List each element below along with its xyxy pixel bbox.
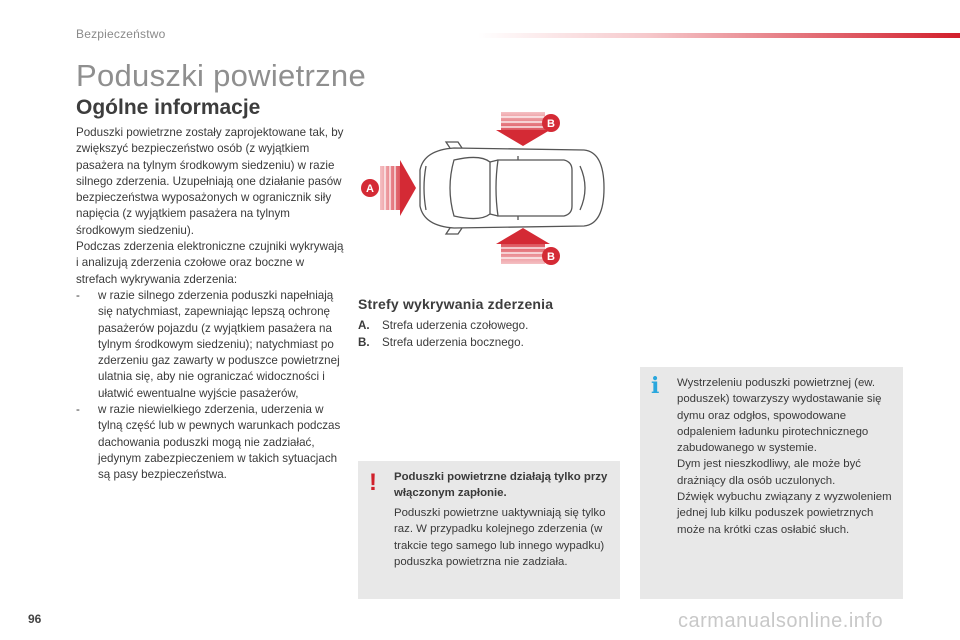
zone-text: Strefa uderzenia bocznego. — [382, 336, 524, 349]
bullet-item — [76, 402, 344, 483]
label-b-bottom: B — [547, 251, 555, 263]
info-icon: i — [651, 373, 660, 399]
label-b-bottom-badge — [542, 247, 560, 265]
label-b-top: B — [547, 118, 555, 130]
zone-key: B. — [358, 336, 370, 349]
side-impact-arrow-bottom — [496, 228, 550, 264]
exclamation-icon: ! — [369, 469, 377, 496]
section-label: Bezpieczeństwo — [76, 27, 166, 41]
label-a: A — [366, 183, 374, 195]
zone-text: Strefa uderzenia czołowego. — [382, 319, 529, 332]
bullet-text: w razie niewielkiego zderzenia, uderzenia w tylną część lub w pewnych warunkach podczas dachowania poduszki mogą nie zadziałać, jedynym zabezpieczeniem w takich sytuacjach są pasy bezpieczeństwa. — [98, 403, 341, 482]
car-collision-zones-diagram — [358, 108, 606, 276]
header-accent-bar — [478, 33, 960, 38]
side-impact-arrow-top — [496, 112, 550, 146]
intro-paragraph-1: Poduszki powietrzne zostały zaprojektowane tak, by zwiększyć bezpieczeństwo osób (z wyjątkiem pasażera na tylnym środkowym siedzeniu) w razie silnego zderzenia. Uzupełniają one działanie pasów bezpieczeństwa wyposażonych w ogranicznik siły napięcia (z wyjątkiem pasażera na tylnym środkowym siedzeniu). — [76, 126, 344, 237]
zone-key: A. — [358, 319, 370, 332]
watermark: carmanualsonline.info — [678, 610, 884, 632]
bullet-item — [76, 288, 344, 402]
warning-body: Poduszki powietrzne uaktywniają się tylko raz. W przypadku kolejnego zderzenia (w trakcie tego samego lub innego wypadku) poduszka powietrzna nie zadziała. — [394, 507, 606, 568]
label-b-top-badge — [542, 114, 560, 132]
info-line: Dym jest nieszkodliwy, ale może być drażniący dla osób uczulonych. — [677, 458, 861, 487]
label-a-badge — [361, 179, 379, 197]
zone-item-a — [358, 319, 528, 332]
info-body — [677, 375, 895, 538]
intro-paragraph-2: Podczas zderzenia elektroniczne czujniki wykrywają i analizują zderzenia czołowe oraz boczne w strefach wykrywania zderzenia: — [76, 240, 344, 286]
intro-text — [76, 125, 344, 484]
car-top-view — [420, 142, 604, 234]
bullet-dash: - — [76, 288, 80, 302]
warning-title: Poduszki powietrzne działają tylko przy włączonym zapłonie. — [394, 471, 608, 499]
bullet-dash: - — [76, 403, 80, 417]
bullet-text: w razie silnego zderzenia poduszki napełniają się natychmiast, zapewniając lepszą ochronę pasażerów pojazdu (z wyjątkiem pasażera na tylnym środkowym siedzeniu); natychmiast po zderzeniu gaz zawarty w poduszce powietrznej ulatnia się, aby nie ograniczać widoczności i ułatwić ewentualne wyjście pasażerów, — [98, 288, 340, 400]
frontal-impact-arrow — [380, 160, 416, 216]
info-line: Dźwięk wybuchu związany z wyzwoleniem jednej lub kilku poduszek powietrznych może na krótki czas osłabić słuch. — [677, 491, 892, 536]
zone-item-b — [358, 336, 524, 349]
page-title: Poduszki powietrzne — [76, 58, 367, 93]
page-number: 96 — [28, 612, 42, 626]
section-heading: Ogólne informacje — [76, 96, 261, 119]
zones-heading: Strefy wykrywania zderzenia — [358, 296, 554, 312]
info-line: Wystrzeleniu poduszki powietrznej (ew. poduszek) towarzyszy wydostawanie się dymu oraz odgłos, spowodowane odpaleniem ładunku pirotechnicznego zabudowanego w systemie. — [677, 377, 882, 455]
